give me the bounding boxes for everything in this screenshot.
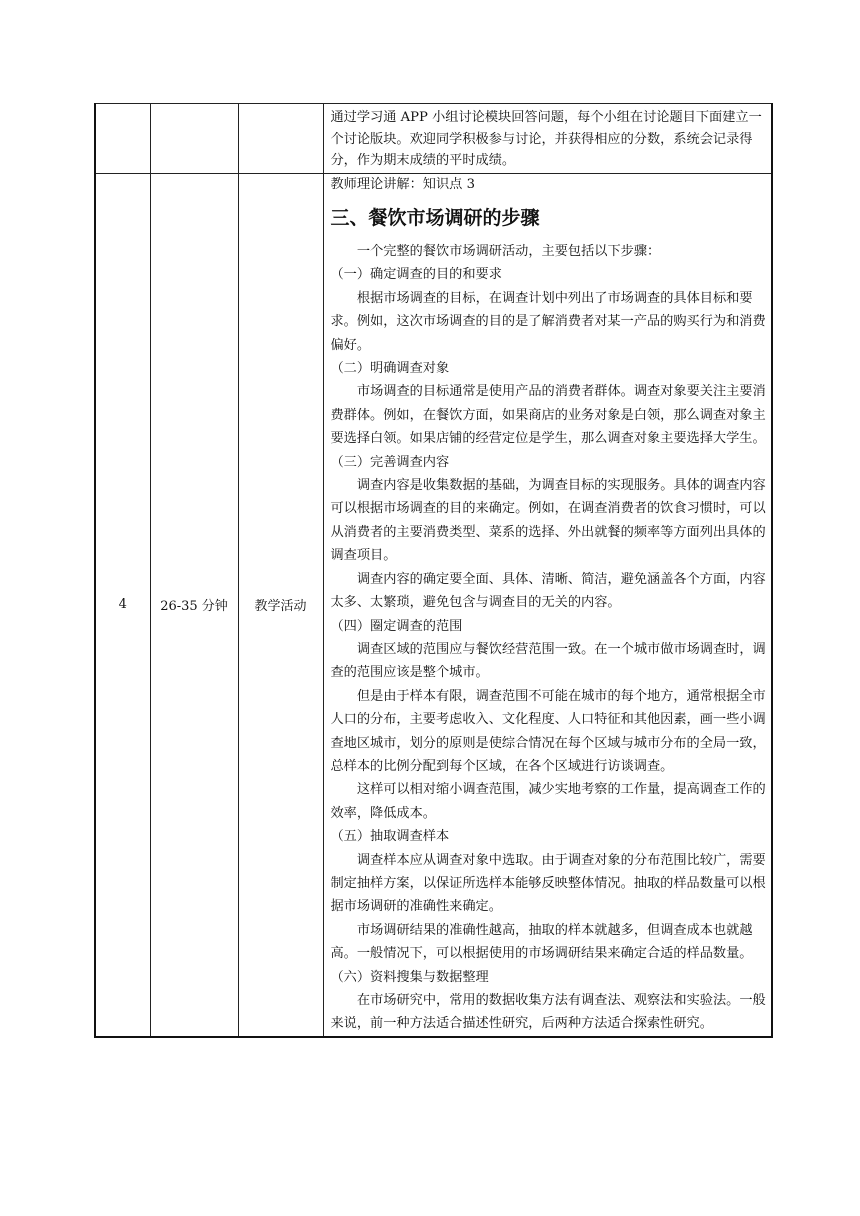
- time-range: 26-35 分钟: [150, 174, 238, 1037]
- discussion-instructions: 通过学习通 APP 小组讨论模块回答问题，每个小组在讨论题目下面建立一个讨论版块。欢迎同学积极参与讨论，并获得相应的分数，系统会记录得分，作为期末成绩的平时成绩。: [330, 110, 762, 168]
- step-paragraph: 市场调查的目标通常是使用产品的消费者群体。调查对象要关注主要消费群体。例如，在餐饮方面，如果商店的业务对象是白领，那么调查对象主要选择白领。如果店铺的经营定位是学生，那么调查对象主要选择大学生。: [330, 384, 766, 447]
- step-paragraph: 调查区域的范围应与餐饮经营范围一致。在一个城市做市场调查时，调查的范围应该是整个城市。: [330, 641, 766, 681]
- step-heading: （四）圈定调查的范围: [330, 618, 463, 634]
- step-heading: （二）明确调查对象: [330, 361, 450, 377]
- index-cell-empty: [95, 104, 150, 174]
- step-paragraph: 调查内容的确定要全面、具体、清晰、简洁，避免涵盖各个方面，内容太多、太繁琐，避免包含与调查目的无关的内容。: [330, 571, 766, 611]
- step-paragraph: 调查样本应从调查对象中选取。由于调查对象的分布范围比较广，需要制定抽样方案，以保证所选样本能够反映整体情况。抽取的样品数量可以根据市场调研的准确性来确定。: [330, 852, 766, 915]
- activity-type: 教学活动: [238, 174, 323, 1037]
- step-heading: （五）抽取调查样本: [330, 829, 450, 845]
- step-heading: （三）完善调查内容: [330, 454, 450, 470]
- step-paragraph: 这样可以相对缩小调查范围，减少实地考察的工作量，提高调查工作的效率，降低成本。: [330, 782, 766, 821]
- lesson-plan-table: [94, 103, 773, 1038]
- step-paragraph: 在市场研究中，常用的数据收集方法有调查法、观察法和实验法。一般来说，前一种方法适合描述性研究，后两种方法适合探索性研究。: [330, 993, 766, 1032]
- step-paragraph: 但是由于样本有限，调查范围不可能在城市的每个地方，通常根据全市人口的分布，主要考虑收入、文化程度、人口特征和其他因素，画一些小调查地区城市，划分的原则是使综合情况在每个区域与城市分布的全局一致，总样本的比例分配到每个区域，在各个区域进行访谈调查。: [330, 688, 766, 774]
- step-paragraph: 调查内容是收集数据的基础，为调查目标的实现服务。具体的调查内容可以根据市场调查的目的来确定。例如，在调查消费者的饮食习惯时，可以从消费者的主要消费类型、菜系的选择、外出就餐的频率等方面列出具体的调查项目。: [330, 478, 766, 564]
- step-paragraph: 市场调研结果的准确性越高，抽取的样本就越多，但调查成本也就越高。一般情况下，可以根据使用的市场调研结果来确定合适的样品数量。: [330, 922, 753, 962]
- lecture-content: [324, 174, 772, 1036]
- time-cell-empty: [150, 104, 238, 174]
- opening-paragraph: 一个完整的餐饮市场调研活动，主要包括以下步骤：: [356, 244, 661, 259]
- lecture-content-cell: [323, 174, 772, 1037]
- step-sections: [331, 263, 767, 1035]
- content-cell: [323, 104, 772, 174]
- step-paragraph: 根据市场调查的目标，在调查计划中列出了市场调查的具体目标和要求。例如，这次市场调查的目的是了解消费者对某一产品的购买行为和消费偏好。: [330, 290, 766, 353]
- section-title: 三、餐饮市场调研的步骤: [330, 207, 540, 229]
- row-number: 4: [95, 174, 150, 1037]
- activity-cell-empty: [238, 104, 323, 174]
- table-row: [95, 174, 772, 1037]
- table-row: [95, 104, 772, 174]
- step-heading: （六）资料搜集与数据整理: [330, 969, 489, 985]
- lecture-intro: 教师理论讲解：知识点 3: [330, 177, 475, 192]
- step-heading: （一）确定调查的目的和要求: [330, 267, 502, 283]
